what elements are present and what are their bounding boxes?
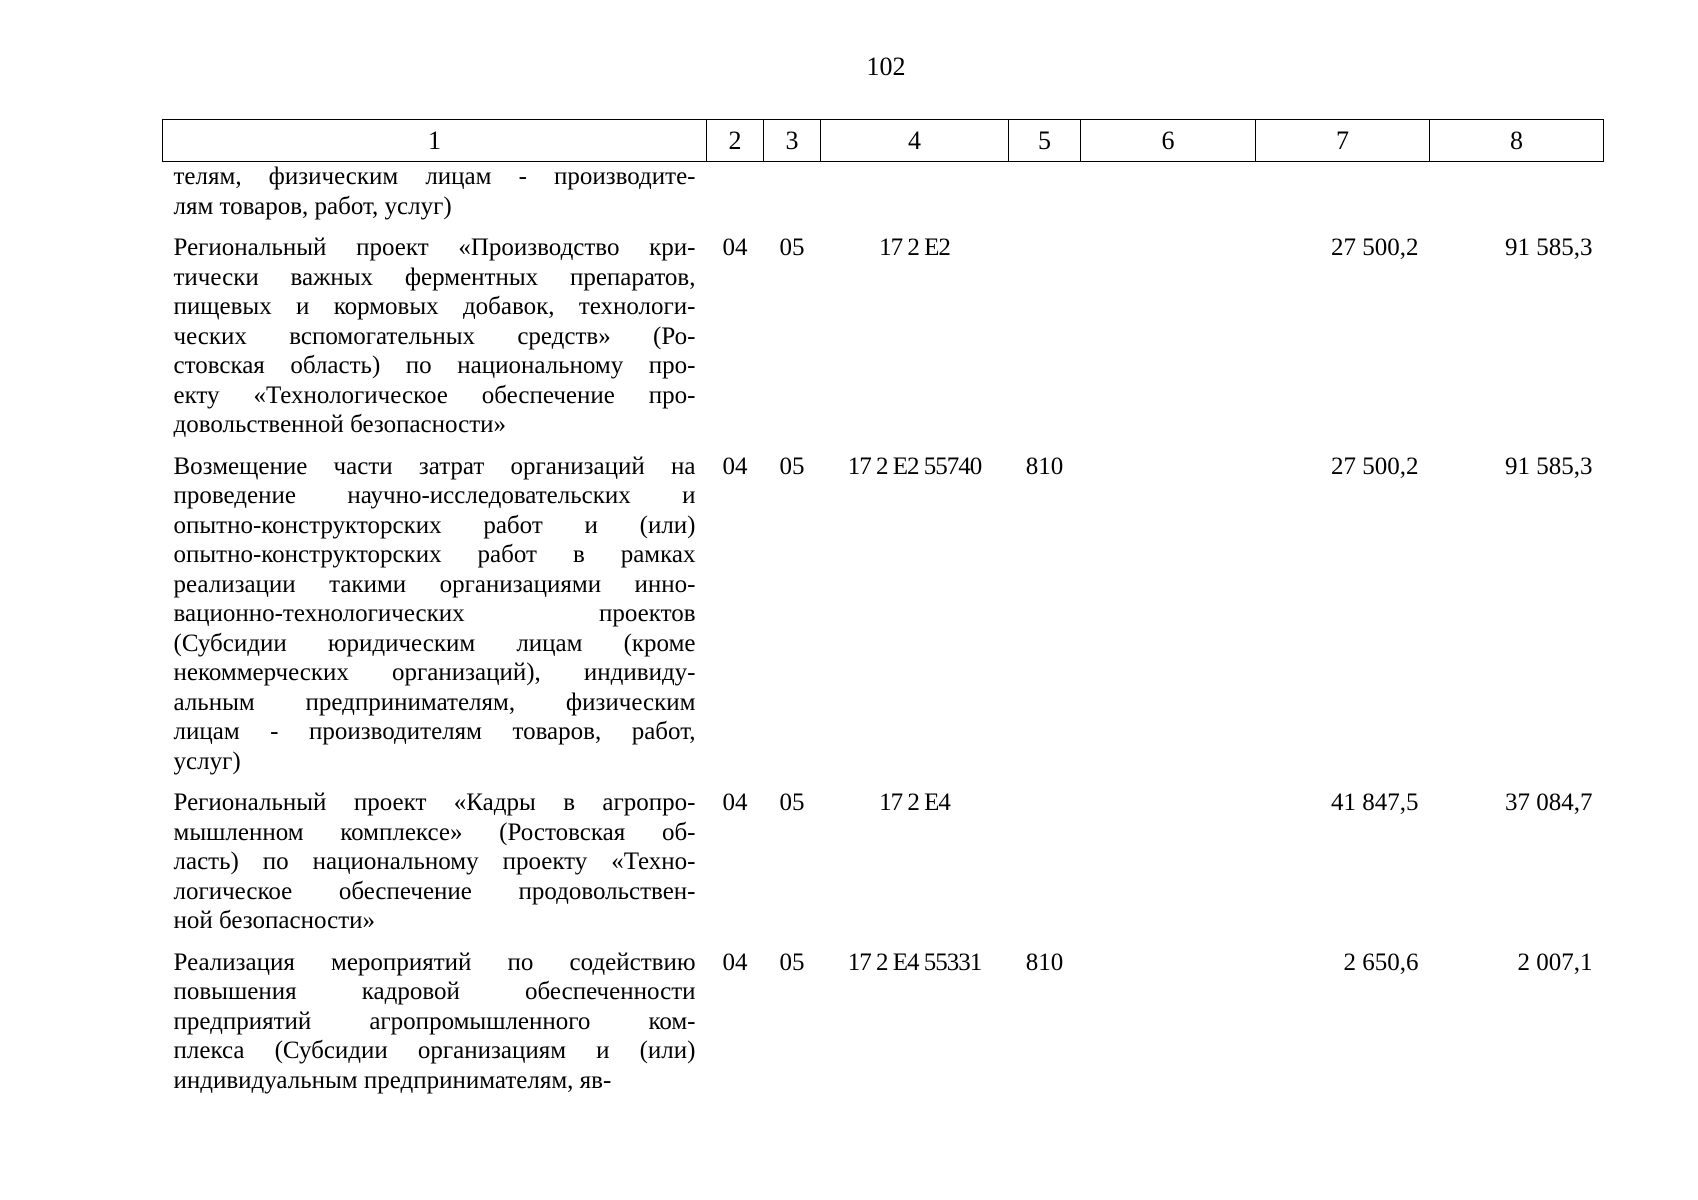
expense-type-code xyxy=(1009,788,1081,936)
header-col-2: 2 xyxy=(707,120,764,162)
amount-col-7: 2 650,6 xyxy=(1343,948,1419,976)
amount-col-8: 2 007,1 xyxy=(1517,948,1593,976)
amount-col-8 xyxy=(1430,162,1604,222)
expense-type-code xyxy=(1009,233,1081,440)
description-line: проведение научно-исследовательских и xyxy=(173,482,696,509)
description-line: реализации такими организациями инно- xyxy=(173,570,696,598)
target-article-code: 17 2 Е4 xyxy=(879,789,950,816)
description-line: лям товаров, работ, услуг) xyxy=(173,192,452,220)
subsection-code xyxy=(764,162,821,222)
description-line: некоммерческих организаций), индивиду- xyxy=(173,659,696,686)
header-col-7: 7 xyxy=(1256,120,1430,162)
amount-col-7: 27 500,2 xyxy=(1331,452,1419,480)
row-description xyxy=(163,162,707,222)
amount-col-7: 27 500,2 xyxy=(1331,234,1419,261)
section-code: 04 xyxy=(722,948,748,976)
description-line: довольственной безопасности» xyxy=(173,411,507,438)
expense-type-code: 810 xyxy=(1025,452,1064,480)
description-line: ной безопасности» xyxy=(173,907,376,934)
target-article-code xyxy=(821,162,1009,222)
description-line: тически важных ферментных препаратов, xyxy=(173,263,696,291)
subsection-code: 05 xyxy=(779,452,805,480)
expense-type-code xyxy=(1009,162,1081,222)
row-description xyxy=(163,948,707,1096)
row-spacer-cell xyxy=(163,936,1604,948)
target-article-code: 17 2 Е2 55740 xyxy=(847,452,982,480)
row-description xyxy=(163,233,707,440)
description-line: Реализация мероприятий по содействию xyxy=(173,948,696,976)
row-spacer xyxy=(163,440,1604,452)
description-line: логическое обеспечение продовольствен- xyxy=(173,877,696,905)
table-row xyxy=(163,948,1604,1096)
page-number: 102 xyxy=(866,52,906,81)
amount-col-6 xyxy=(1081,948,1256,1096)
header-row xyxy=(163,120,1604,162)
table-body xyxy=(163,162,1604,1096)
description-line: повышения кадровой обеспеченности xyxy=(173,978,696,1005)
description-line: опытно-конструкторских работ и (или) xyxy=(173,511,696,539)
description-line: предприятий агропромышленного ком- xyxy=(173,1007,696,1035)
header-col-8: 8 xyxy=(1430,120,1604,162)
amount-col-8: 91 585,3 xyxy=(1505,234,1593,261)
table-row xyxy=(163,452,1604,777)
section-code: 04 xyxy=(722,234,748,261)
description-line: ласть) по национальному проекту «Техно- xyxy=(173,848,696,875)
section-code xyxy=(707,162,764,222)
header-col-3: 3 xyxy=(764,120,821,162)
amount-col-7: 41 847,5 xyxy=(1331,789,1419,816)
description-line: Возмещение части затрат организаций на xyxy=(173,452,696,480)
table-header xyxy=(163,120,1604,162)
description-line: (Субсидии юридическим лицам (кроме xyxy=(173,629,696,657)
table-row xyxy=(163,788,1604,936)
table-row xyxy=(163,162,1604,222)
row-spacer xyxy=(163,776,1604,788)
subsection-code: 05 xyxy=(779,789,805,816)
description-line: вационно-технологических проектов xyxy=(173,600,696,627)
amount-col-6 xyxy=(1081,788,1256,936)
description-line: лицам - производителям товаров, работ, xyxy=(173,718,696,745)
description-line: плекса (Субсидии организациям и (или) xyxy=(173,1037,696,1064)
description-line: услуг) xyxy=(173,747,241,775)
row-spacer-cell xyxy=(163,221,1604,233)
description-line: индивидуальным предпринимателям, яв- xyxy=(173,1066,612,1094)
subsection-code: 05 xyxy=(779,234,805,261)
amount-col-6 xyxy=(1081,452,1256,777)
description-line: Региональный проект «Кадры в агропро- xyxy=(173,789,696,816)
row-description xyxy=(163,452,707,777)
table-row xyxy=(163,233,1604,440)
expense-type-code: 810 xyxy=(1025,948,1064,976)
section-code: 04 xyxy=(722,452,748,480)
description-line: альным предпринимателям, физическим xyxy=(173,688,696,716)
description-line: опытно-конструкторских работ в рамках xyxy=(173,541,696,568)
subsection-code: 05 xyxy=(779,948,805,976)
row-spacer xyxy=(163,221,1604,233)
row-spacer xyxy=(163,936,1604,948)
target-article-code: 17 2 Е2 xyxy=(879,234,950,261)
section-code: 04 xyxy=(722,789,748,816)
amount-col-6 xyxy=(1081,233,1256,440)
row-description xyxy=(163,788,707,936)
row-spacer-cell xyxy=(163,776,1604,788)
amount-col-6 xyxy=(1081,162,1256,222)
description-line: екту «Технологическое обеспечение про- xyxy=(173,381,696,409)
description-line: пищевых и кормовых добавок, технологи- xyxy=(173,293,696,320)
amount-col-8: 91 585,3 xyxy=(1505,452,1593,480)
description-line: мышленном комплексе» (Ростовская об- xyxy=(173,818,696,846)
description-line: телям, физическим лицам - производите- xyxy=(173,163,696,190)
header-col-4: 4 xyxy=(821,120,1009,162)
header-col-5: 5 xyxy=(1009,120,1081,162)
description-line: Региональный проект «Производство кри- xyxy=(173,234,696,261)
target-article-code: 17 2 Е4 55331 xyxy=(847,948,982,976)
row-spacer-cell xyxy=(163,440,1604,452)
budget-table xyxy=(162,119,1604,1095)
amount-col-7 xyxy=(1256,162,1430,222)
header-col-1: 1 xyxy=(163,120,707,162)
description-line: стовская область) по национальному про- xyxy=(173,352,696,379)
header-col-6: 6 xyxy=(1081,120,1256,162)
description-line: ческих вспомогательных средств» (Ро- xyxy=(173,322,696,350)
amount-col-8: 37 084,7 xyxy=(1505,789,1593,816)
